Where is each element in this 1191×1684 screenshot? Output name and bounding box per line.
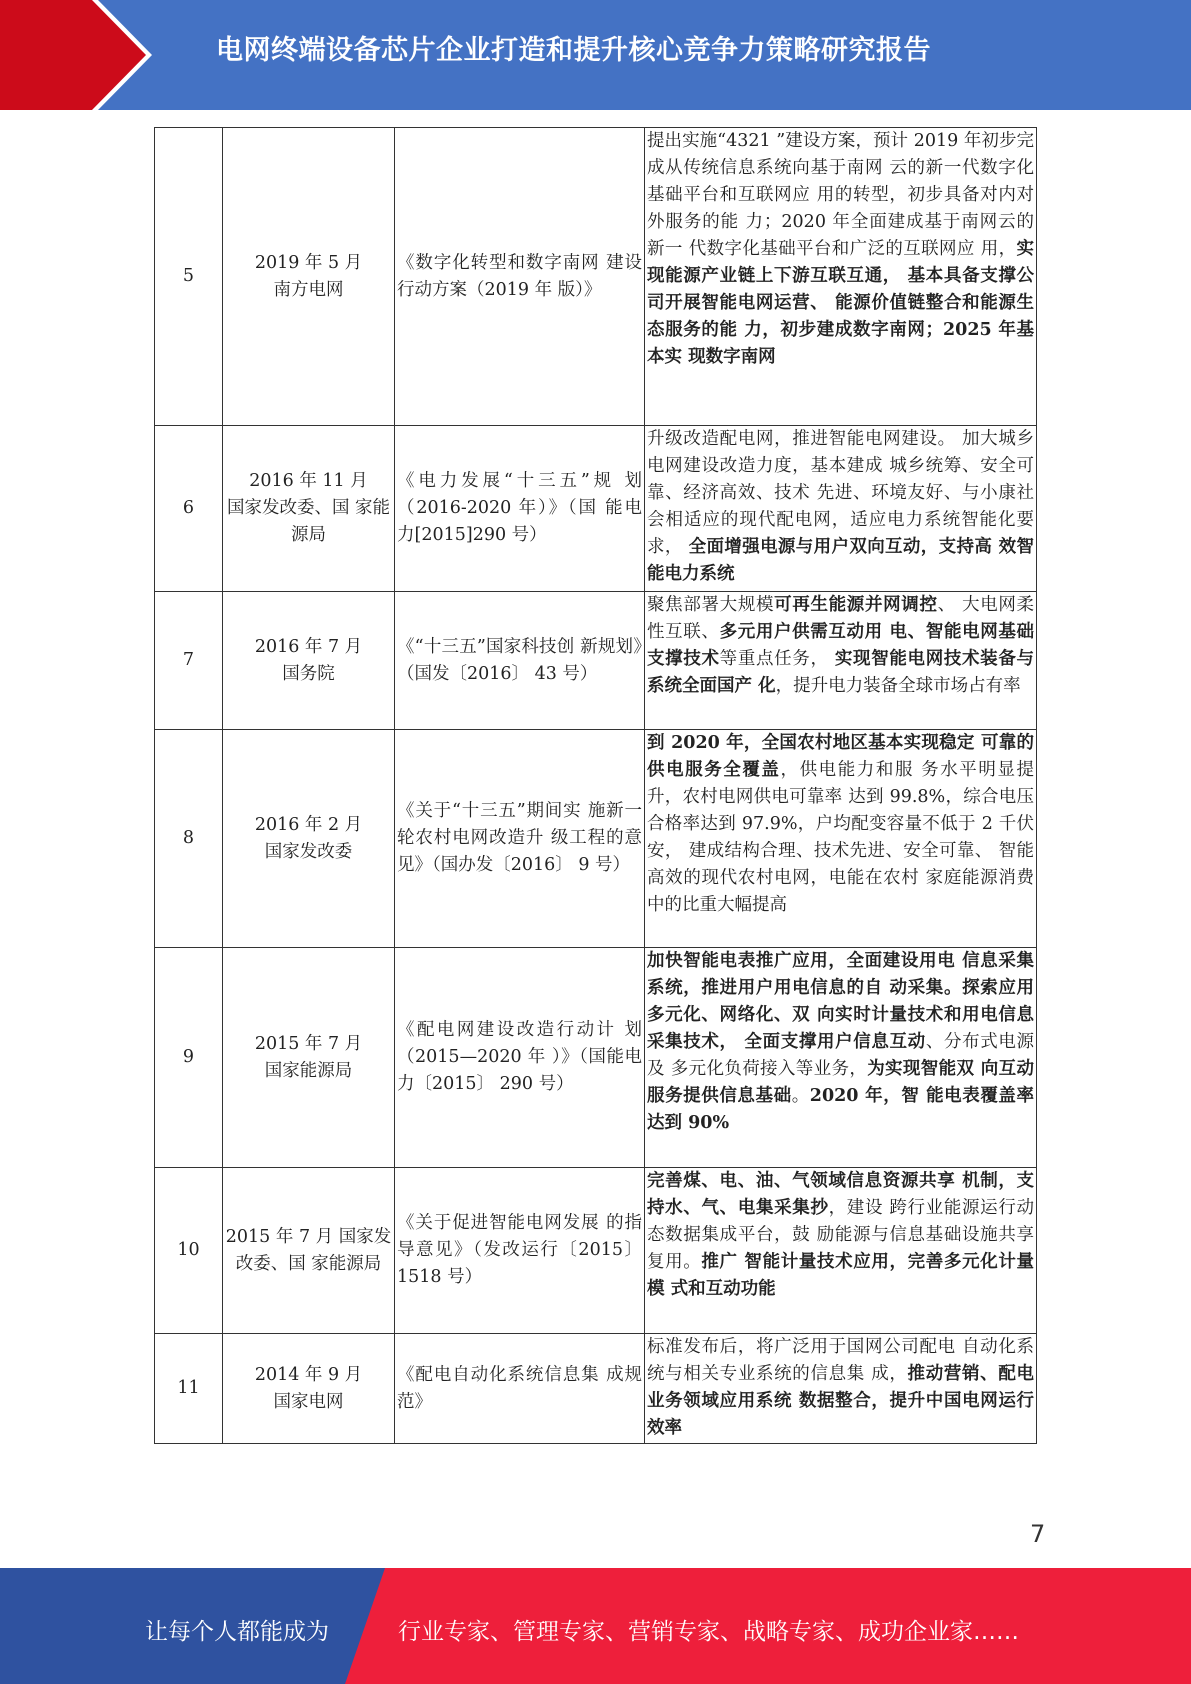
issuer: 国务院 <box>282 663 335 684</box>
issue-date: 2016 年 7 月 <box>254 636 363 657</box>
policy-content <box>645 128 1037 426</box>
row-number: 9 <box>155 948 223 1168</box>
content-text: 、分布式电源及 多元化负荷接入等业务， <box>647 1032 1035 1079</box>
issuer: 国家电网 <box>273 1391 344 1412</box>
content-text: 升级改造配电网，推进智能电网建设。 加大城乡电网建设改造力度，基本建成 城乡统筹、安全可靠、经济高效、技术 先进、环境友好、与小康社会相适应的现代配电网，适应电力系统智能化要求， <box>647 429 1034 557</box>
content-emphasis: 加快智能电表推广应用，全面建设用电 信息采集系统，推进用户用电信息的自 动采集。探索应用多元化、网络化、双 向实时计量技术和用电信息采集技术， 全面支撑用户信息互动 <box>647 951 1034 1052</box>
content-emphasis: 到 2020 年，全国农村地区基本实现稳定 可靠的供电服务全覆盖 <box>647 733 1034 780</box>
issue-date: 2014 年 9 月 <box>254 1364 363 1385</box>
issue-date-issuer <box>223 948 395 1168</box>
issuer: 南方电网 <box>273 279 344 300</box>
issuer: 国家发改委、国 家能源局 <box>226 498 391 545</box>
policy-content <box>645 730 1037 948</box>
row-number: 11 <box>155 1334 223 1444</box>
policy-document: 《关于“十三五”期间实 施新一轮农村电网改造升 级工程的意见》（国办发〔2016〕 9 号） <box>395 730 645 948</box>
policy-content <box>645 1334 1037 1444</box>
policy-content <box>645 1168 1037 1334</box>
policy-document: 《数字化转型和数字南网 建设行动方案（2019 年 版）》 <box>395 128 645 426</box>
content-emphasis: 为实现智能双 向互动服务提供信息基础 <box>647 1059 1035 1106</box>
table-row <box>155 948 1037 1168</box>
policy-document: 《“十三五”国家科技创 新规划》（国发〔2016〕 43 号） <box>395 592 645 730</box>
content-emphasis: 实现能源产业链上下游互联互通， 基本具备支撑公司开展智能电网运营、 能源价值链整合和能源生态服务的能 力，初步建成数字南网；2025 年基本实 现数字南网 <box>647 239 1034 367</box>
row-number: 10 <box>155 1168 223 1334</box>
content-emphasis: 多元用户供需互动用 电、智能电网基础支撑技术 <box>647 622 1035 669</box>
policy-document: 《配电网建设改造行动计 划（2015—2020 年 ）》（国能电力〔2015〕 290 号） <box>395 948 645 1168</box>
issue-date: 2016 年 11 月 <box>249 471 368 491</box>
content-emphasis: 推动营销、配电业务领域应用系统 数据整合，提升中国电网运行效率 <box>647 1364 1035 1438</box>
content-emphasis: 推广 智能计量技术应用，完善多元化计量模 式和互动功能 <box>647 1252 1035 1299</box>
content-text: ，提升电力装备全球市场占有率 <box>775 676 1021 696</box>
issue-date-issuer <box>223 730 395 948</box>
content-text: 提出实施“4321 ”建设方案，预计 2019 年初步完成从传统信息系统向基于南网 云的新一代数字化基础平台和互联网应 用的转型，初步具备对内对外服务的能 力；2020 年全面建成基于南网云的新一 代数字化基础平台和广泛的互联网应 用， <box>647 131 1034 259</box>
policy-content <box>645 426 1037 592</box>
issue-date: 2015 年 7 月 <box>254 1033 363 1054</box>
policy-content <box>645 592 1037 730</box>
report-title: 电网终端设备芯片企业打造和提升核心竞争力策略研究报告 <box>216 35 931 66</box>
content-emphasis: 实现智能电网技术装备与系统全面国产 化 <box>647 649 1035 696</box>
row-number: 5 <box>155 128 223 426</box>
content-text: ，建设 跨行业能源运行动态数据集成平台，鼓 励能源与信息基础设施共享复用。 <box>647 1198 1035 1272</box>
policy-document: 《关于促进智能电网发展 的指导意见》（发改运行〔2015〕1518 号） <box>395 1168 645 1334</box>
issue-date-issuer <box>223 592 395 730</box>
content-emphasis: 全面增强电源与用户双向互动，支持高 效智能电力系统 <box>647 537 1034 584</box>
content-text: 。 <box>791 1086 810 1106</box>
content-emphasis: 可再生能源并网调控 <box>774 595 938 615</box>
policy-content <box>645 948 1037 1168</box>
footer-slogan-right: 行业专家、管理专家、营销专家、战略专家、成功企业家…… <box>398 1619 1019 1645</box>
content-text: ，供电能力和服 务水平明显提升，农村电网供电可靠率 达到 99.8%，综合电压合格率达到 97.9%，户均配变容量不低于 2 千伏安， 建成结构合理、技术先进、安全可靠、 智能高效的现代农村电网，电能在农村 家庭能源消费中的比重大幅提高 <box>647 760 1035 915</box>
content-emphasis: 2020 年，智 能电表覆盖率达到 90% <box>647 1086 1035 1133</box>
row-number: 6 <box>155 426 223 592</box>
issue-date-issuer <box>223 426 395 592</box>
issuer: 国家能源局 <box>264 1060 353 1081</box>
table-row <box>155 1334 1037 1444</box>
issue-date: 2019 年 5 月 <box>254 252 363 273</box>
table-row <box>155 1168 1037 1334</box>
policy-document: 《电力发展“十三五”规 划（2016-2020 年）》（国 能电力[2015]290 号） <box>395 426 645 592</box>
policy-table <box>154 127 1037 1444</box>
issue-date-issuer <box>223 1334 395 1444</box>
footer-slogan-left: 让每个人都能成为 <box>145 1619 329 1645</box>
issue-date-issuer <box>223 1168 395 1334</box>
issue-date: 2015 年 7 月 国家 <box>225 1226 374 1247</box>
table-row <box>155 128 1037 426</box>
issuer: 国家发改委 <box>264 841 353 862</box>
row-number: 7 <box>155 592 223 730</box>
content-text: 等重点任务， <box>719 649 835 669</box>
page-number: 7 <box>1030 1520 1046 1548</box>
issue-date-issuer <box>223 128 395 426</box>
policy-document: 《配电自动化系统信息集 成规范》 <box>395 1334 645 1444</box>
row-number: 8 <box>155 730 223 948</box>
content-text: 、 大电网柔性互联、 <box>647 595 1035 642</box>
table-row <box>155 592 1037 730</box>
content-text: 聚焦部署大规模 <box>647 595 775 615</box>
issue-date: 2016 年 2 月 <box>254 814 363 835</box>
issuer: 发改委、国 家能源局 <box>235 1226 392 1274</box>
content-emphasis: 完善煤、电、油、气领域信息资源共享 机制，支持水、气、电集采集抄 <box>647 1171 1034 1218</box>
content-text: 标准发布后，将广泛用于国网公司配电 自动化系统与相关专业系统的信息集 成， <box>647 1337 1034 1384</box>
table-row <box>155 730 1037 948</box>
policy-table-body <box>155 128 1037 1444</box>
table-row <box>155 426 1037 592</box>
